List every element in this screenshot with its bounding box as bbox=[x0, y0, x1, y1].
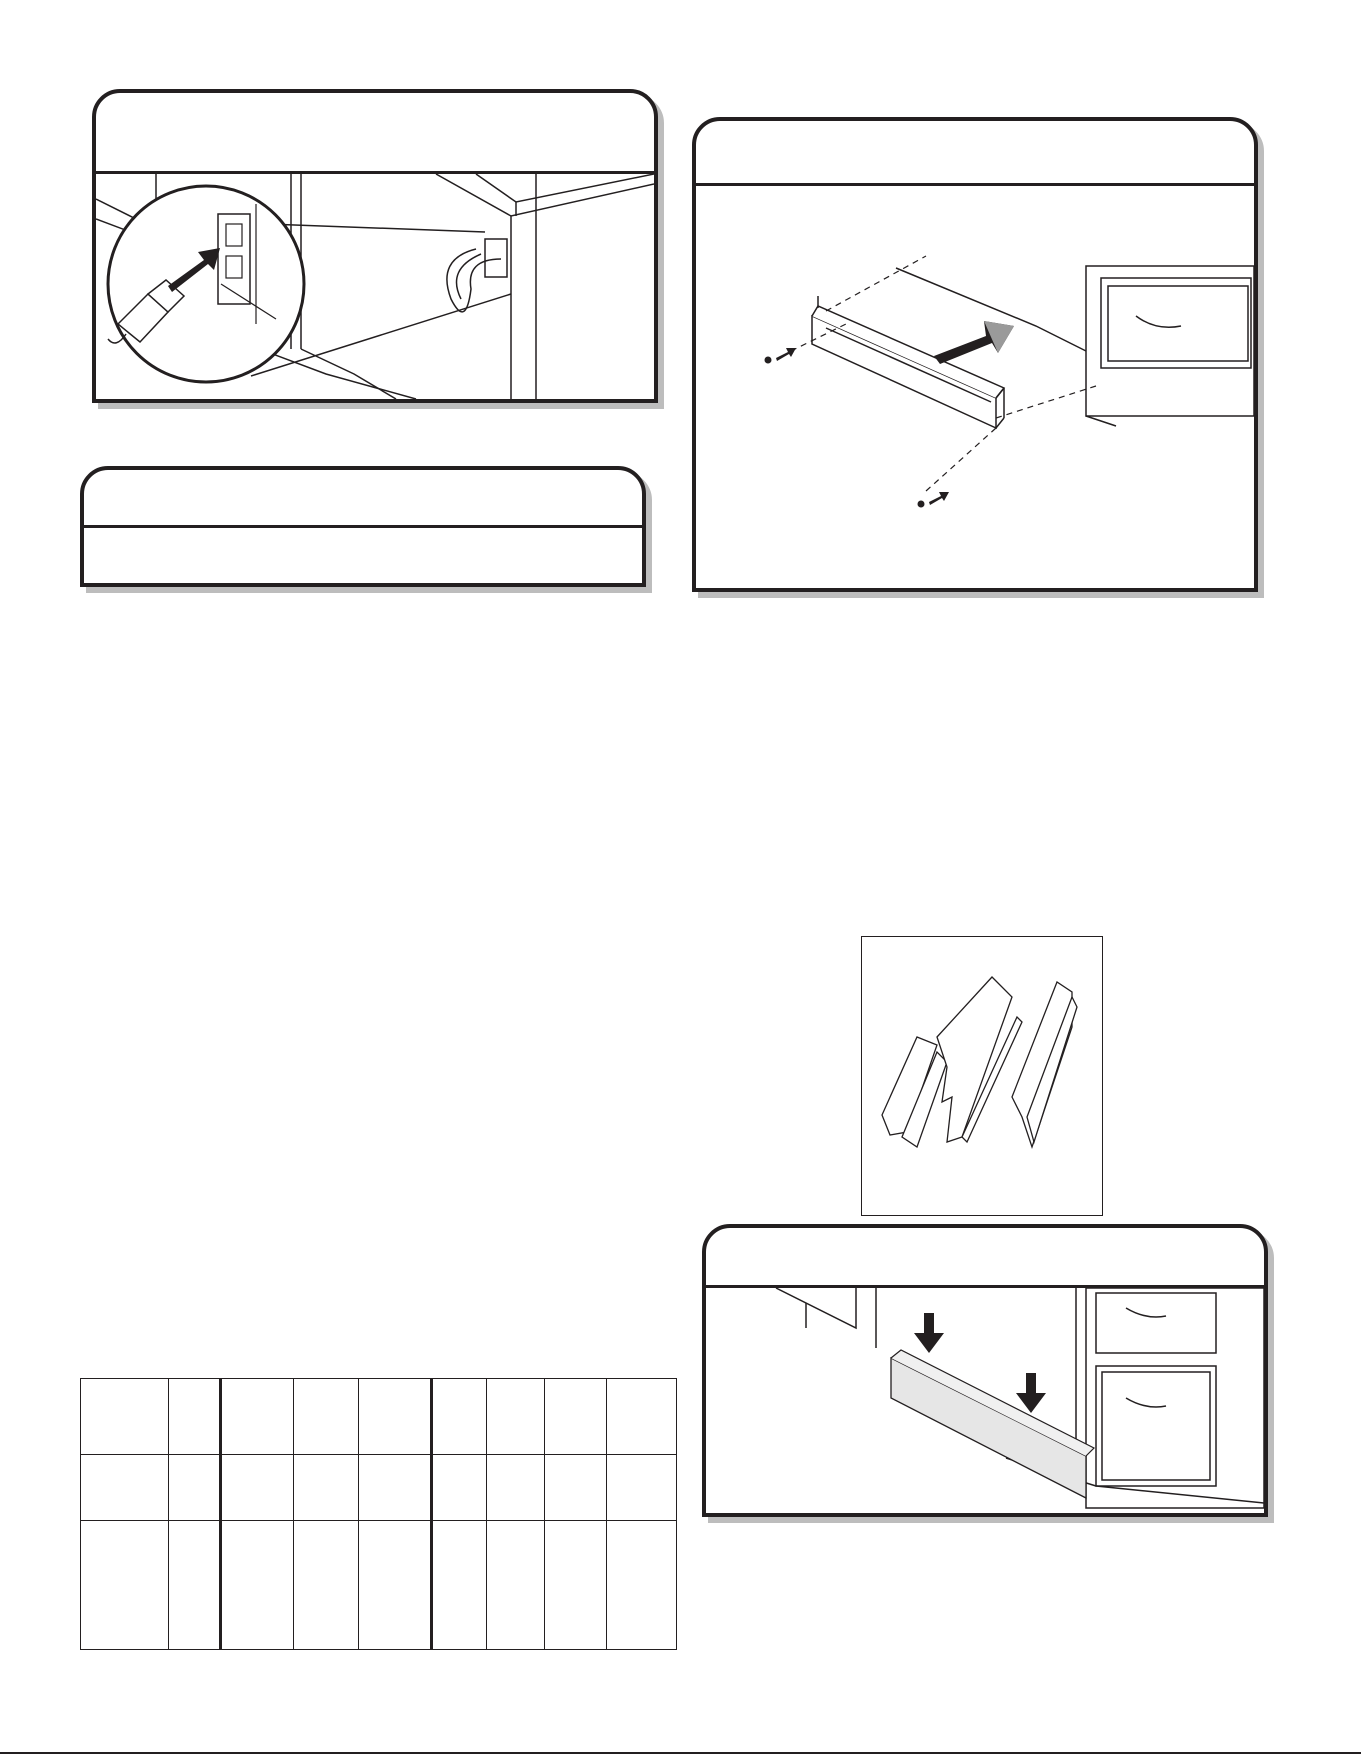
table-row bbox=[81, 1379, 677, 1455]
panel-body bbox=[84, 528, 642, 583]
table-cell bbox=[607, 1379, 677, 1455]
magnifier-circle bbox=[108, 186, 304, 382]
down-arrow-icon bbox=[914, 1313, 944, 1353]
table-cell bbox=[221, 1521, 294, 1650]
table-row bbox=[81, 1521, 677, 1650]
table-cell bbox=[545, 1455, 607, 1521]
table-cell bbox=[81, 1379, 169, 1455]
table-cell bbox=[294, 1521, 359, 1650]
table-cell bbox=[294, 1455, 359, 1521]
push-arrow-icon bbox=[934, 321, 1014, 364]
table-cell bbox=[487, 1455, 545, 1521]
table-cell bbox=[359, 1521, 432, 1650]
table-cell bbox=[294, 1379, 359, 1455]
table-cell bbox=[221, 1379, 294, 1455]
toe-kick-parts-figure bbox=[861, 936, 1103, 1216]
table-cell bbox=[432, 1521, 487, 1650]
panel-header bbox=[96, 93, 654, 174]
outlet-illustration bbox=[96, 174, 654, 399]
note-panel bbox=[80, 466, 646, 587]
table-cell bbox=[607, 1521, 677, 1650]
down-arrow-icon bbox=[1016, 1373, 1046, 1413]
table-row bbox=[81, 1455, 677, 1521]
table-cell bbox=[487, 1521, 545, 1650]
table-cell bbox=[487, 1379, 545, 1455]
table-cell bbox=[81, 1521, 169, 1650]
table-cell bbox=[169, 1521, 221, 1650]
outlet-illustration-panel bbox=[92, 89, 658, 403]
table-cell bbox=[607, 1455, 677, 1521]
table-cell bbox=[545, 1521, 607, 1650]
toe-kick-install-panel bbox=[702, 1224, 1268, 1517]
panel-header bbox=[706, 1228, 1264, 1288]
toe-kick-install-illustration bbox=[706, 1288, 1264, 1513]
table-cell bbox=[169, 1455, 221, 1521]
screw-icon bbox=[765, 348, 797, 364]
footer-rule bbox=[0, 1752, 1361, 1754]
table-cell bbox=[359, 1379, 432, 1455]
screw-icon bbox=[918, 492, 950, 508]
table-cell bbox=[545, 1379, 607, 1455]
table-cell bbox=[359, 1455, 432, 1521]
table-cell bbox=[221, 1455, 294, 1521]
table-cell bbox=[169, 1379, 221, 1455]
toe-kick-attach-panel bbox=[692, 117, 1258, 592]
panel-header bbox=[696, 121, 1254, 186]
table-cell bbox=[81, 1455, 169, 1521]
table-cell bbox=[432, 1455, 487, 1521]
toe-kick-attach-illustration bbox=[696, 186, 1254, 588]
spec-table bbox=[80, 1378, 677, 1650]
table-cell bbox=[432, 1379, 487, 1455]
panel-header bbox=[84, 470, 642, 528]
